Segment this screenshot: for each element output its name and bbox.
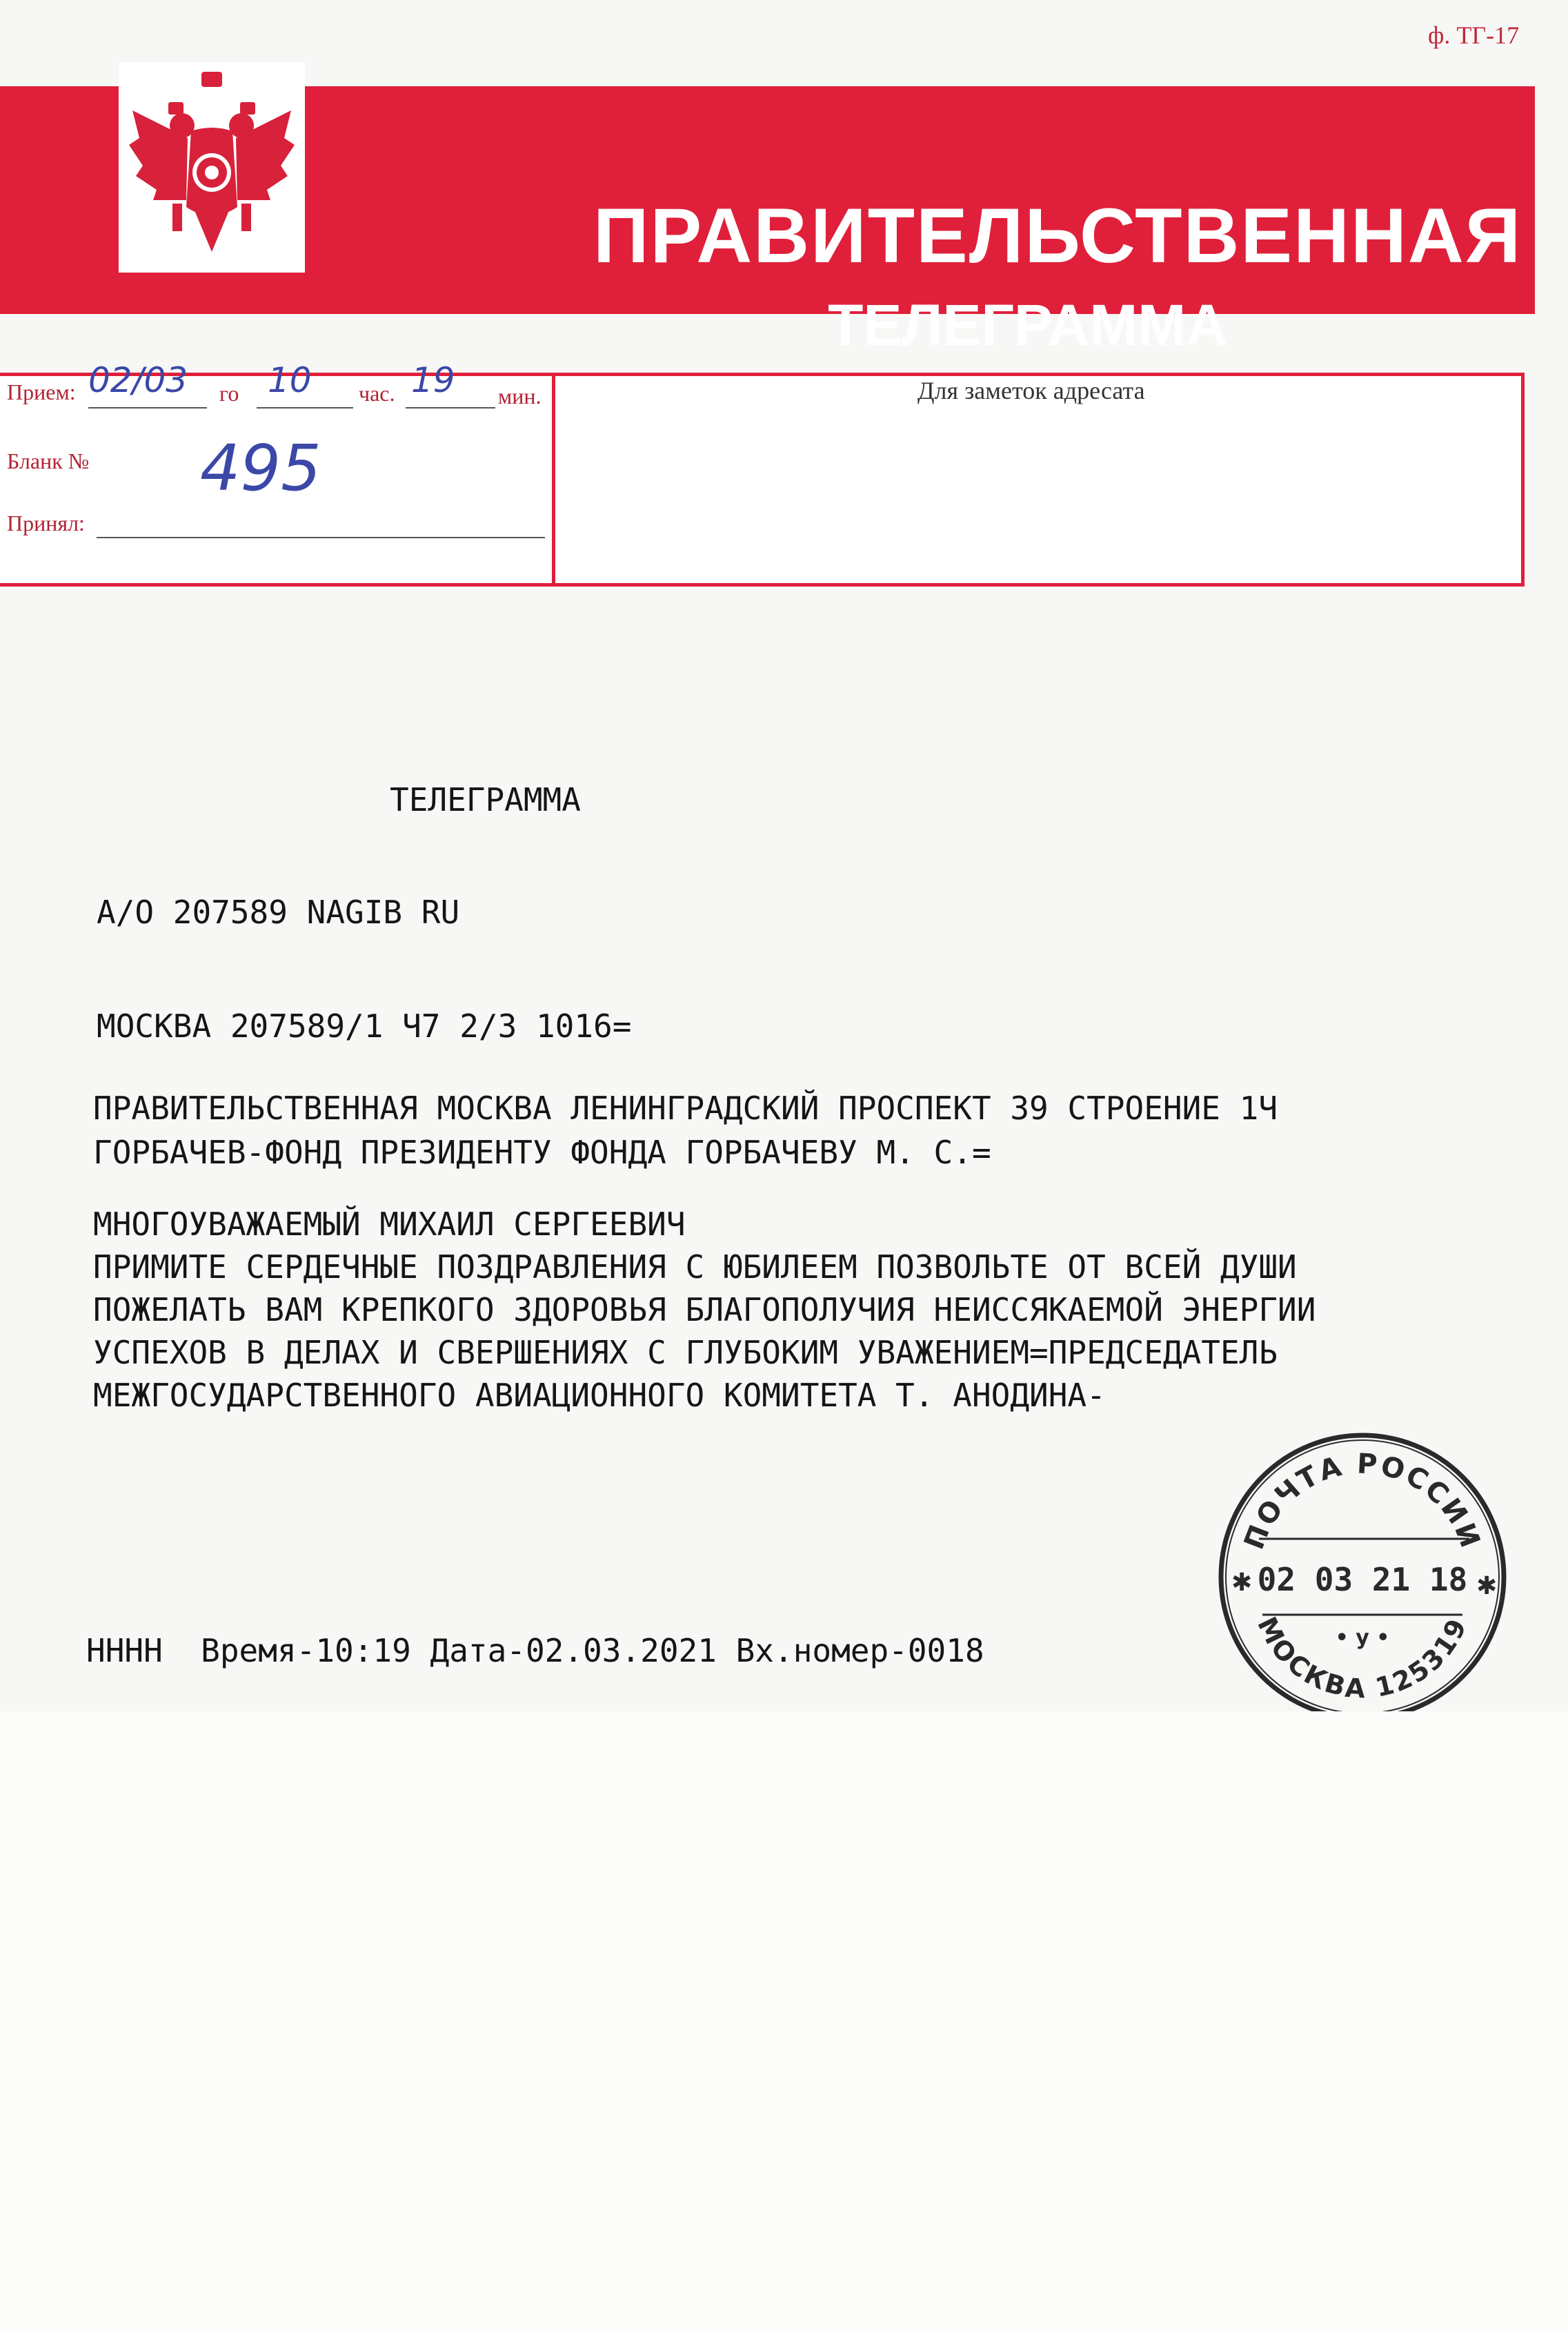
minute-label: мин. [498,384,542,409]
telegram-heading: ТЕЛЕГРАММА [390,781,581,818]
hour-value: 10 [268,360,312,400]
message-line: МЕЖГОСУДАРСТВЕННОГО АВИАЦИОННОГО КОМИТЕТА Т. АНОДИНА- [93,1377,1106,1414]
addressee-notes-label: Для заметок адресата [917,377,1145,404]
hour-label: час. [359,381,395,406]
message-line: МНОГОУВАЖАЕМЫЙ МИХАИЛ СЕРГЕЕВИЧ [93,1206,686,1243]
postal-stamp [1211,1425,1514,1729]
minute-underline [406,407,495,409]
double-headed-eagle-icon [119,62,305,273]
origin-line: МОСКВА 207589/1 Ч7 2/3 1016= [97,1007,632,1045]
hour-underline [257,407,353,409]
stamp-top-text: ПОЧТА РОССИИ [1238,1448,1487,1554]
stamp-bottom-text: МОСКВА 125319 [1251,1612,1473,1704]
route-line: А/О 207589 NAGIB RU [97,894,460,931]
receipt-date-value: 02/03 [88,360,188,400]
year-label: го [219,381,239,406]
form-code: ф. ТГ-17 [1428,21,1520,49]
footer-line: НННН Время-10:19 Дата-02.03.2021 Вх.номер-0018 [86,1632,984,1669]
receipt-label: Прием: [7,380,76,404]
star-left-icon: ✱ [1231,1568,1253,1597]
address-line: ПРАВИТЕЛЬСТВЕННАЯ МОСКВА ЛЕНИНГРАДСКИЙ ПРОСПЕКТ 39 СТРОЕНИЕ 1Ч [93,1090,1278,1127]
message-line: ПОЖЕЛАТЬ ВАМ КРЕПКОГО ЗДОРОВЬЯ БЛАГОПОЛУЧИЯ НЕИССЯКАЕМОЙ ЭНЕРГИИ [93,1291,1316,1328]
date-underline [88,407,207,409]
stamp-mark: • у • [1335,1626,1390,1650]
accepted-by-underline [97,537,545,538]
coat-of-arms-emblem [119,62,305,273]
postmark-seal-icon [1211,1425,1514,1729]
header-title: ПРАВИТЕЛЬСТВЕННАЯ [593,193,1522,279]
blank-number-value: 495 [200,431,321,505]
accepted-by-label: Принял: [7,511,85,535]
star-right-icon: ✱ [1476,1572,1498,1600]
blank-number-label: Бланк № [7,449,90,473]
minute-value: 19 [411,360,455,400]
address-line: ГОРБАЧЕВ-ФОНД ПРЕЗИДЕНТУ ФОНДА ГОРБАЧЕВУ М. С.= [93,1134,991,1171]
scan-background [0,1711,1568,2331]
header-subtitle: ТЕЛЕГРАММА [828,293,1228,357]
message-line: УСПЕХОВ В ДЕЛАХ И СВЕРШЕНИЯХ С ГЛУБОКИМ УВАЖЕНИЕМ=ПРЕДСЕДАТЕЛЬ [93,1334,1278,1371]
message-line: ПРИМИТЕ СЕРДЕЧНЫЕ ПОЗДРАВЛЕНИЯ С ЮБИЛЕЕМ ПОЗВОЛЬТЕ ОТ ВСЕЙ ДУШИ [93,1248,1297,1286]
stamp-date: 02 03 21 18 [1257,1561,1468,1598]
